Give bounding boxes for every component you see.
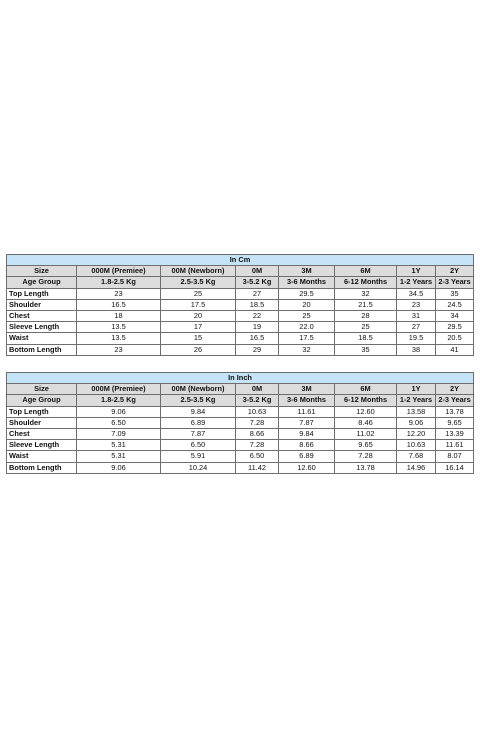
measurement-cell: 25 [161,288,236,299]
measurement-cell: 12.60 [335,406,397,417]
measurement-cell: 5.31 [77,451,161,462]
measurement-cell: 13.78 [335,462,397,473]
measurement-cell: 28 [335,310,397,321]
age-group-cell: 1-2 Years [397,277,436,288]
size-header-6m: 6M [335,266,397,277]
measurement-cell: 25 [335,322,397,333]
table-row-chest [7,428,474,439]
age-group-cell: 3-6 Months [279,277,335,288]
measurement-cell: 9.65 [436,417,474,428]
table-row-top-length [7,288,474,299]
measurement-cell: 41 [436,344,474,355]
measurement-cell: 7.87 [161,428,236,439]
measurement-cell: 8.07 [436,451,474,462]
measurement-cell: 29 [236,344,279,355]
measurement-cell: 10.63 [397,440,436,451]
size-header-00m-newborn: 00M (Newborn) [161,384,236,395]
table-row-waist [7,451,474,462]
measurement-cell: 35 [335,344,397,355]
measurement-cell: 16.14 [436,462,474,473]
measurement-cell: 23 [397,299,436,310]
table-row-shoulder [7,417,474,428]
row-label: Bottom Length [7,462,77,473]
age-group-row [7,277,474,288]
size-header-row [7,384,474,395]
size-table-cm [6,254,474,356]
measurement-cell: 11.02 [335,428,397,439]
table-row-sleeve-length [7,440,474,451]
measurement-cell: 10.24 [161,462,236,473]
measurement-cell: 35 [436,288,474,299]
measurement-cell: 13.5 [77,333,161,344]
table-row-bottom-length [7,344,474,355]
measurement-cell: 6.50 [77,417,161,428]
measurement-cell: 5.31 [77,440,161,451]
row-label: Chest [7,310,77,321]
row-label: Top Length [7,406,77,417]
measurement-cell: 29.5 [436,322,474,333]
measurement-cell: 12.60 [279,462,335,473]
row-label: Waist [7,451,77,462]
measurement-cell: 22.0 [279,322,335,333]
age-group-cell: 1.8-2.5 Kg [77,277,161,288]
measurement-cell: 9.06 [77,406,161,417]
size-header-000m-premiee: 000M (Premiee) [77,266,161,277]
measurement-cell: 13.5 [77,322,161,333]
table-row-sleeve-length [7,322,474,333]
measurement-cell: 12.20 [397,428,436,439]
table-row-shoulder [7,299,474,310]
row-label: Sleeve Length [7,322,77,333]
size-header-row [7,266,474,277]
age-group-cell: 2-3 Years [436,277,474,288]
measurement-cell: 38 [397,344,436,355]
age-group-cell: 1.8-2.5 Kg [77,395,161,406]
measurement-cell: 18.5 [236,299,279,310]
measurement-cell: 8.66 [236,428,279,439]
age-group-cell: 2.5-3.5 Kg [161,277,236,288]
size-table-inch [6,372,474,474]
age-group-row [7,395,474,406]
measurement-cell: 9.06 [77,462,161,473]
measurement-cell: 19 [236,322,279,333]
row-label: Top Length [7,288,77,299]
age-group-cell: 3-5.2 Kg [236,277,279,288]
table-row-top-length [7,406,474,417]
measurement-cell: 20 [161,310,236,321]
measurement-cell: 20.5 [436,333,474,344]
measurement-cell: 26 [161,344,236,355]
age-group-cell: 3-6 Months [279,395,335,406]
measurement-cell: 8.46 [335,417,397,428]
measurement-cell: 25 [279,310,335,321]
table-title: In Cm [7,255,474,266]
measurement-cell: 34 [436,310,474,321]
measurement-cell: 15 [161,333,236,344]
measurement-cell: 9.84 [161,406,236,417]
measurement-cell: 17.5 [279,333,335,344]
age-group-cell: 6-12 Months [335,395,397,406]
row-label: Chest [7,428,77,439]
measurement-cell: 5.91 [161,451,236,462]
size-header-3m: 3M [279,266,335,277]
measurement-cell: 27 [397,322,436,333]
size-header-2y: 2Y [436,266,474,277]
age-group-label: Age Group [7,395,77,406]
measurement-cell: 9.84 [279,428,335,439]
age-group-cell: 3-5.2 Kg [236,395,279,406]
size-header-3m: 3M [279,384,335,395]
row-label: Bottom Length [7,344,77,355]
size-header-6m: 6M [335,384,397,395]
measurement-cell: 19.5 [397,333,436,344]
table-title-row [7,373,474,384]
measurement-cell: 32 [279,344,335,355]
measurement-cell: 7.68 [397,451,436,462]
size-header-000m-premiee: 000M (Premiee) [77,384,161,395]
measurement-cell: 24.5 [436,299,474,310]
measurement-cell: 31 [397,310,436,321]
measurement-cell: 7.28 [335,451,397,462]
measurement-cell: 29.5 [279,288,335,299]
row-label: Sleeve Length [7,440,77,451]
measurement-cell: 18 [77,310,161,321]
table-title-row [7,255,474,266]
size-header-label: Size [7,384,77,395]
age-group-cell: 1-2 Years [397,395,436,406]
size-header-00m-newborn: 00M (Newborn) [161,266,236,277]
measurement-cell: 13.39 [436,428,474,439]
measurement-cell: 7.09 [77,428,161,439]
table-row-chest [7,310,474,321]
measurement-cell: 10.63 [236,406,279,417]
age-group-cell: 2-3 Years [436,395,474,406]
measurement-cell: 11.61 [436,440,474,451]
measurement-cell: 17 [161,322,236,333]
measurement-cell: 9.65 [335,440,397,451]
measurement-cell: 9.06 [397,417,436,428]
age-group-label: Age Group [7,277,77,288]
row-label: Shoulder [7,299,77,310]
measurement-cell: 8.66 [279,440,335,451]
measurement-cell: 11.61 [279,406,335,417]
size-header-1y: 1Y [397,266,436,277]
measurement-cell: 6.50 [161,440,236,451]
size-header-1y: 1Y [397,384,436,395]
size-header-0m: 0M [236,384,279,395]
measurement-cell: 32 [335,288,397,299]
measurement-cell: 16.5 [77,299,161,310]
age-group-cell: 2.5-3.5 Kg [161,395,236,406]
measurement-cell: 7.87 [279,417,335,428]
measurement-cell: 13.58 [397,406,436,417]
row-label: Waist [7,333,77,344]
size-header-2y: 2Y [436,384,474,395]
table-row-waist [7,333,474,344]
measurement-cell: 13.78 [436,406,474,417]
measurement-cell: 20 [279,299,335,310]
measurement-cell: 6.89 [279,451,335,462]
age-group-cell: 6-12 Months [335,277,397,288]
size-header-0m: 0M [236,266,279,277]
table-title: In Inch [7,373,474,384]
measurement-cell: 22 [236,310,279,321]
measurement-cell: 7.28 [236,440,279,451]
row-label: Shoulder [7,417,77,428]
measurement-cell: 34.5 [397,288,436,299]
measurement-cell: 18.5 [335,333,397,344]
size-header-label: Size [7,266,77,277]
measurement-cell: 6.89 [161,417,236,428]
measurement-cell: 23 [77,288,161,299]
measurement-cell: 11.42 [236,462,279,473]
measurement-cell: 23 [77,344,161,355]
measurement-cell: 21.5 [335,299,397,310]
measurement-cell: 16.5 [236,333,279,344]
measurement-cell: 14.96 [397,462,436,473]
table-row-bottom-length [7,462,474,473]
measurement-cell: 17.5 [161,299,236,310]
measurement-cell: 27 [236,288,279,299]
measurement-cell: 7.28 [236,417,279,428]
measurement-cell: 6.50 [236,451,279,462]
